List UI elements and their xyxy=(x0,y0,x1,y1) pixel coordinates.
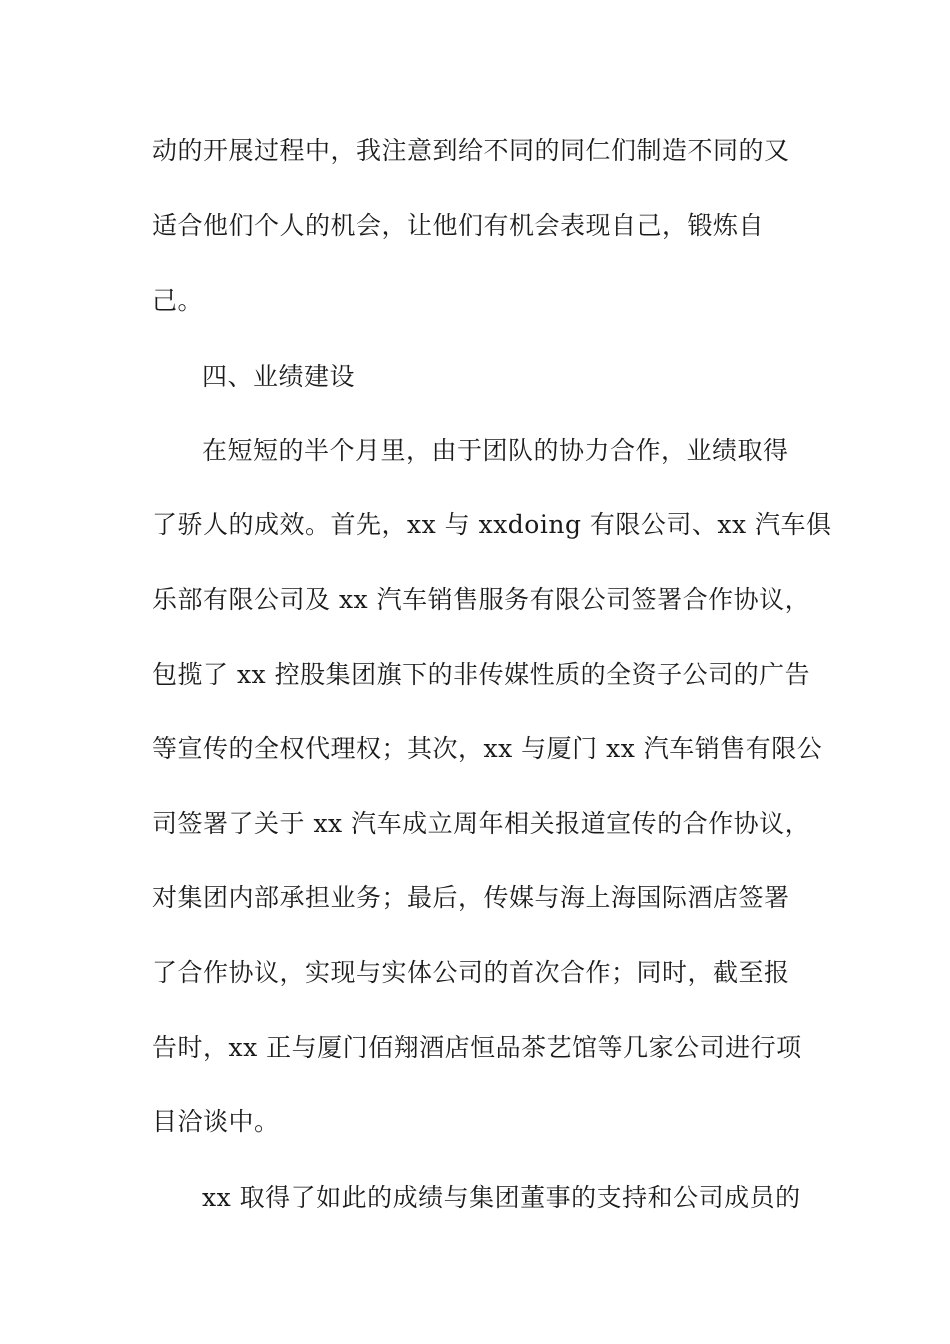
paragraph-line: 包揽了 xx 控股集团旗下的非传媒性质的全资子公司的广告 xyxy=(152,660,811,689)
paragraph-line: 了骄人的成效。首先，xx 与 xxdoing 有限公司、xx 汽车俱 xyxy=(152,510,832,539)
paragraph-line: 己。 xyxy=(152,286,204,315)
paragraph-line: 适合他们个人的机会，让他们有机会表现自己，锻炼自 xyxy=(152,211,765,240)
paragraph-line: 目洽谈中。 xyxy=(152,1107,280,1136)
paragraph-line: xx 取得了如此的成绩与集团董事的支持和公司成员的 xyxy=(202,1183,801,1212)
paragraph-line: 对集团内部承担业务；最后，传媒与海上海国际酒店签署 xyxy=(152,883,790,912)
paragraph-line: 司签署了关于 xx 汽车成立周年相关报道宣传的合作协议， xyxy=(152,809,811,838)
paragraph-line: 在短短的半个月里，由于团队的协力合作，业绩取得 xyxy=(202,436,789,465)
paragraph-line: 等宣传的全权代理权；其次，xx 与厦门 xx 汽车销售有限公 xyxy=(152,734,823,763)
paragraph-line: 告时，xx 正与厦门佰翔酒店恒品茶艺馆等几家公司进行项 xyxy=(152,1033,802,1062)
paragraph-line: 动的开展过程中，我注意到给不同的同仁们制造不同的又 xyxy=(152,136,790,165)
paragraph-line: 乐部有限公司及 xx 汽车销售服务有限公司签署合作协议， xyxy=(152,585,811,614)
section-heading: 四、业绩建设 xyxy=(202,362,356,391)
paragraph-line: 了合作协议，实现与实体公司的首次合作；同时，截至报 xyxy=(152,958,790,987)
